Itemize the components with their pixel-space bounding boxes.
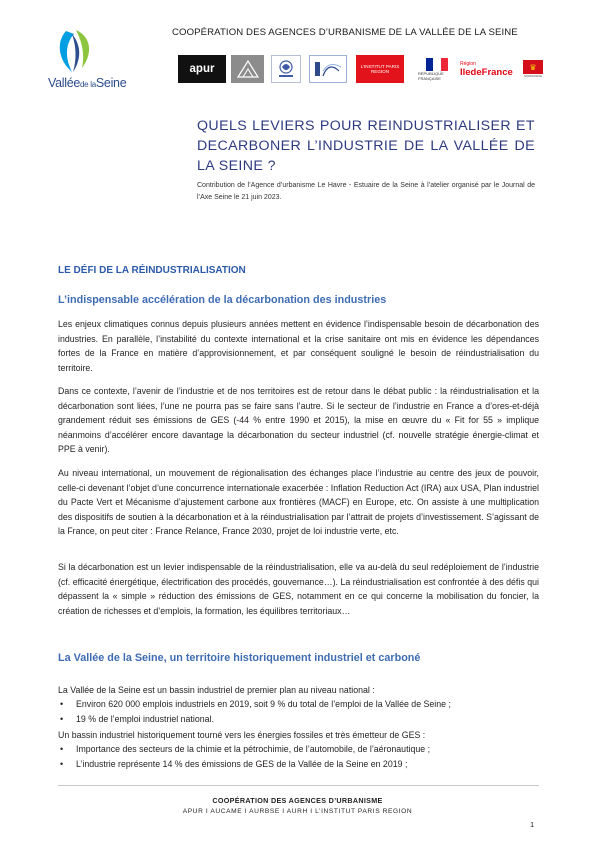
rf-logo-text: RÉPUBLIQUE FRANÇAISE (418, 70, 444, 81)
logo-navy-stroke (72, 34, 79, 72)
list-item: • Environ 620 000 emplois industriels en 2019, soit 9 % du total de l’emploi de la Vallée de Seine ; (58, 697, 539, 712)
apur-logo (178, 55, 226, 83)
paragraph-2: Dans ce contexte, l’avenir de l’industrie et de nos territoires est de retour dans le débat public : la réindustrialisation et la décarbonation sont liées, l’une ne pourra pas se faire sans l’autre. Si le secteur de l’industrie en France a d’ores-et-déjà grandement réduit ses émissions de GES (-44 % entre 1990 et 2015), la mise en œuvre du « Fit for 55 » implique néanmoins d’accélérer encore davantage la décarbonation du secteur industriel (cf. nouvelle stratégie énergie-climat et PPE à venir). (58, 386, 539, 454)
bullet-list-1 (58, 697, 539, 726)
bullet-list-2 (58, 742, 539, 771)
aucame-emblem-icon (234, 57, 262, 81)
vallee-de-la-seine-logo-text (48, 76, 126, 90)
logo-blue-swoosh (60, 31, 74, 72)
list-item: • Importance des secteurs de la chimie et la pétrochimie, de l’automobile, de l’aéronautique ; (58, 742, 539, 757)
paragraph-3: Au niveau international, un mouvement de régionalisation des échanges place l’industrie au centre des jeux de pouvoir, celle-ci devenant l’objet d’une concurrence internationale exacerbée : Inflation Reduction Act (IRA) aux USA, Plan industriel du Pacte Vert et Mécanisme d’ajustement carbone aux frontières (MACF) en Europe, etc. On assiste à une multiplication des dispositifs de soutien à la décarbonation et à la réindustrialisation par l’attrait de projets d’investissement. S’agissant de la France, on peut citer : France Relance, France 2030, projet de loi industrie verte, etc. (58, 468, 539, 536)
region-logo-name: IledeFrance (460, 66, 513, 78)
heading-vallee-de-la-seine: La Vallée de la Seine, un territoire historiquement industriel et carboné (58, 652, 421, 664)
document-title: QUELS LEVIERS POUR REINDUSTRIALISER ET DECARBONER L’INDUSTRIE DE LA VALLÉE DE LA SEINE ? (197, 118, 535, 174)
heading-decarbonation: L’indispensable accélération de la décarbonation des industries (58, 294, 387, 306)
intro-fossil-energies: Un bassin industriel historiquement tourné vers les énergies fossiles et très émetteur de GES : (58, 730, 426, 740)
region-logo-prefix: Région (460, 60, 476, 67)
paragraph-1: Les enjeux climatiques connus depuis plusieurs années mettent en évidence l’indispensable besoin de décarbonation des industries. En parallèle, l’instabilité du contexte international et la crise sanitaire ont mis en évidence les dépendances fortes de la France en matière d’approvisionnement, et par conséquent souligné le besoin de réindustrialisation du territoire. (58, 319, 539, 373)
logo-word-seine: Seine (95, 76, 127, 90)
institut-logo-text: L’INSTITUT PARIS REGION (360, 63, 400, 74)
aurh-logo (309, 55, 347, 83)
institut-paris-region-logo (356, 55, 404, 83)
logo-word-vallee: Vallée (48, 76, 81, 90)
paragraph-4: Si la décarbonation est un levier indispensable de la réindustrialisation, elle va au-delà du seul redéploiement de l’industrie (cf. efficacité énergétique, électrification des procédés, gouvernance…). La réindustrialisation est confrontée à des défis qui dépassent la « simple » réduction des émissions de GES, notamment en ce qui concerne la mobilisation du foncier, la création de richesses et d’emplois, la formation, les équilibres territoriaux… (58, 562, 539, 616)
aurh-emblem-icon (313, 59, 343, 79)
vallee-de-la-seine-logo-mark (52, 28, 98, 74)
aurbse-emblem-icon (274, 57, 298, 81)
french-flag-icon (426, 58, 448, 71)
footer-members: APUR I AUCAME I AURBSE I AURH I L’INSTITUT PARIS REGION (182, 808, 413, 815)
page-number: 1 (530, 820, 535, 829)
aucame-logo (231, 55, 264, 83)
republique-francaise-logo (418, 55, 456, 83)
document-subtitle: Contribution de l’Agence d’urbanisme Le Havre - Estuaire de la Seine à l’atelier organisé par le Journal de l’Axe Seine le 21 juin 2023. (197, 182, 535, 201)
section-title: LE DÉFI DE LA RÉINDUSTRIALISATION (58, 265, 246, 276)
footer-title: COOPÉRATION DES AGENCES D’URBANISME (212, 796, 383, 805)
normandy-leopards-icon: ♛ (523, 60, 543, 74)
region-ile-de-france-logo (458, 55, 514, 83)
list-item: • 19 % de l’emploi industriel national. (58, 712, 539, 727)
aurbse-logo (271, 55, 301, 83)
apur-logo-text: apur (189, 63, 215, 75)
footer-divider (58, 785, 539, 786)
intro-industrial-basin: La Vallée de la Seine est un bassin industriel de premier plan au niveau national : (58, 685, 375, 695)
region-normandie-logo (521, 55, 545, 83)
normandie-logo-text: NORMANDIE (523, 74, 543, 78)
list-item: • L’industrie représente 14 % des émissions de GES de la Vallée de la Seine en 2019 ; (58, 757, 539, 772)
organization-header: COOPÉRATION DES AGENCES D’URBANISME DE LA VALLÉE DE LA SEINE (172, 27, 518, 38)
logo-word-de-la: de la (80, 80, 96, 89)
